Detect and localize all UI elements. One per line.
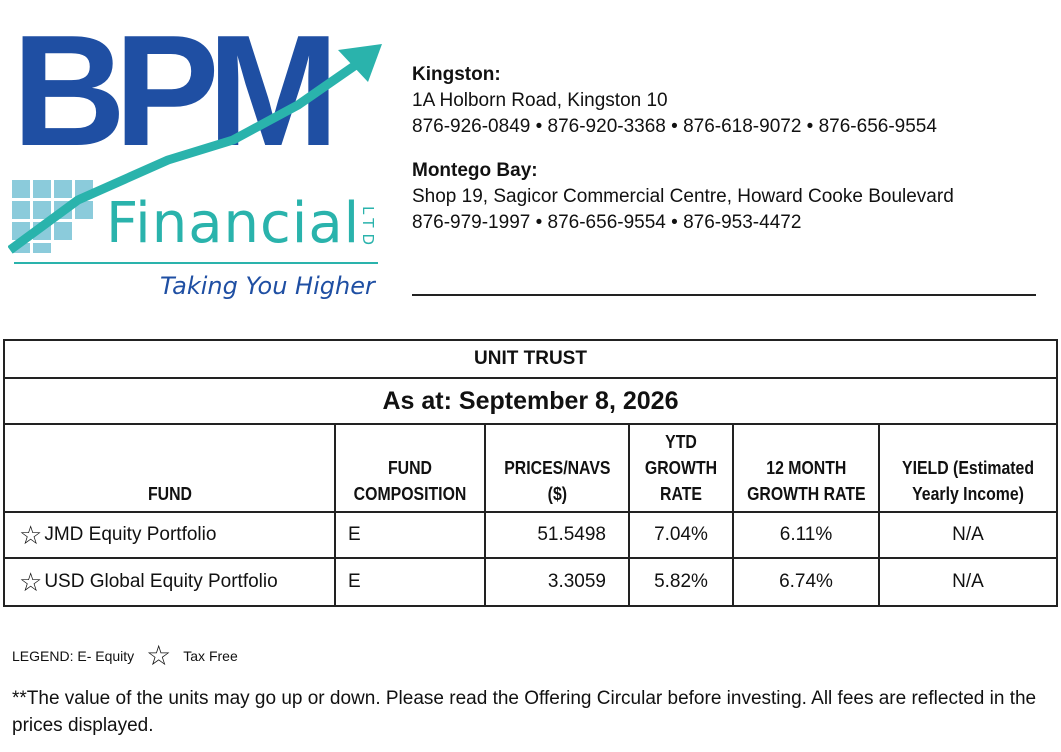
fund-cell: [5, 513, 336, 557]
company-logo: [8, 3, 388, 310]
yield-cell: N/A: [952, 571, 984, 592]
fund-cell: [5, 559, 336, 605]
location-address-montego-bay: Shop 19, Sagicor Commercial Centre, Howard Cooke Boulevard: [412, 186, 954, 207]
composition-cell: E: [336, 513, 486, 557]
header-fund: FUND: [5, 425, 336, 511]
location-phones-kingston: 876-926-0849 • 876-920-3368 • 876-618-9072 • 876-656-9554: [412, 116, 937, 137]
table-date: As at: September 8, 2026: [5, 379, 1056, 425]
table-row: [5, 513, 1056, 559]
disclaimer: **The value of the units may go up or down. Please read the Offering Circular before investing. All fees are reflected in the prices displayed.: [12, 688, 1037, 736]
star-icon: ☆: [19, 567, 43, 597]
legend-equity: LEGEND: E- Equity: [12, 648, 135, 664]
header-composition: FUND COMPOSITION: [336, 425, 486, 511]
table-header-row: [5, 425, 1056, 513]
logo-underline: [14, 262, 378, 264]
fund-name: USD Global Equity Portfolio: [44, 571, 278, 592]
location-title-montego-bay: Montego Bay:: [412, 160, 538, 181]
price-cell: 51.5498: [486, 513, 630, 557]
fund-name: JMD Equity Portfolio: [44, 524, 217, 545]
contact-block: [412, 62, 1052, 236]
table-title: UNIT TRUST: [5, 341, 1056, 379]
star-icon: ☆: [146, 640, 172, 671]
legend: [12, 642, 238, 670]
ytd-cell: 7.04%: [630, 513, 734, 557]
header-12-month: 12 MONTH GROWTH RATE: [734, 425, 880, 511]
star-icon: ☆: [19, 520, 43, 550]
ytd-cell: 5.82%: [630, 559, 734, 605]
location-phones-montego-bay: 876-979-1997 • 876-656-9554 • 876-953-4472: [412, 212, 802, 233]
table-row: [5, 559, 1056, 605]
12-month-cell: 6.74%: [734, 559, 880, 605]
legend-tax-free: Tax Free: [183, 648, 238, 664]
price-cell: 3.3059: [486, 559, 630, 605]
location-address-kingston: 1A Holborn Road, Kingston 10: [412, 90, 668, 111]
header-yield: YIELD (Estimated Yearly Income): [901, 458, 1035, 504]
location-title-kingston: Kingston:: [412, 64, 501, 85]
header-ytd: YTD GROWTH RATE: [630, 425, 734, 511]
composition-cell: E: [336, 559, 486, 605]
logo-name-text: Financial: [106, 191, 361, 256]
logo-suffix-text: LTD: [359, 206, 377, 252]
unit-trust-table: [3, 339, 1058, 607]
header-prices: PRICES/NAVS ($): [486, 425, 630, 511]
logo-tagline: Taking You Higher: [160, 272, 375, 300]
logo-brand-text: BPM: [12, 3, 328, 179]
header-divider: [412, 294, 1036, 296]
12-month-cell: 6.11%: [734, 513, 880, 557]
yield-cell: N/A: [952, 524, 984, 545]
